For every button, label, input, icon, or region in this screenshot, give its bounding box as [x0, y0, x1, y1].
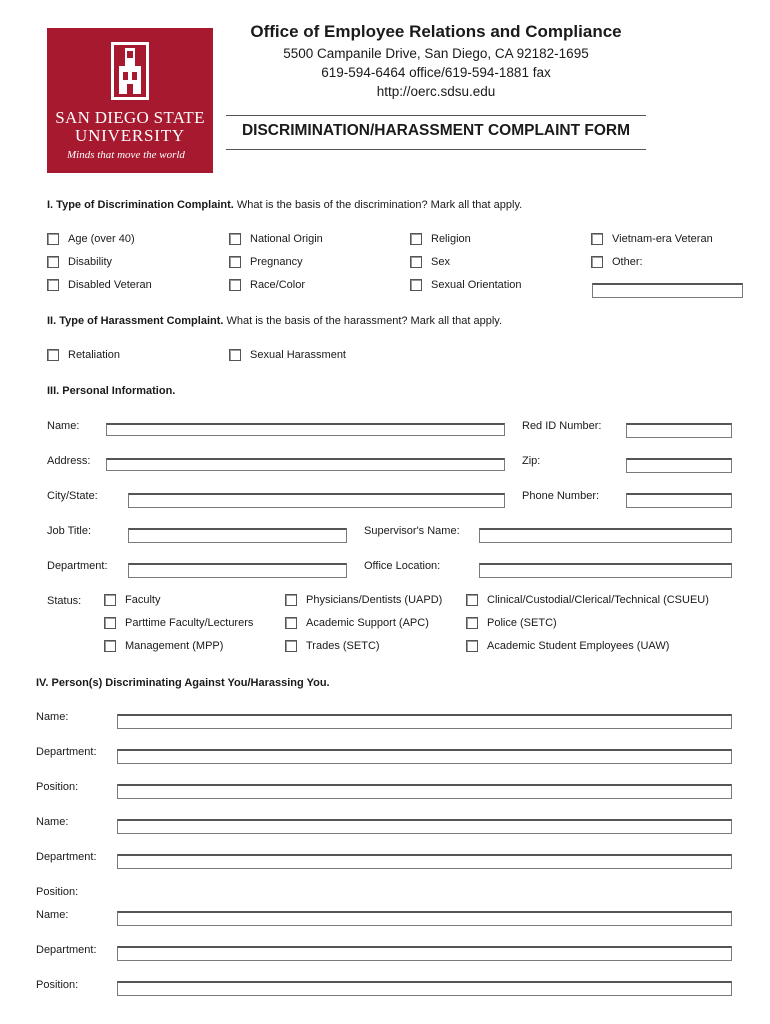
logo-line1: SAN DIEGO STATE: [55, 108, 205, 127]
checkbox-uapd[interactable]: [285, 594, 442, 606]
checkbox-csueu[interactable]: [466, 594, 709, 606]
section1-prompt: What is the basis of the discrimination? Mark all that apply.: [233, 199, 523, 211]
checkbox-national-origin[interactable]: [229, 233, 323, 245]
checkbox-box[interactable]: [104, 594, 116, 606]
office-phone: 619-594-6464 office/619-594-1881 fax: [321, 65, 551, 80]
office-url[interactable]: http://oerc.sdsu.edu: [376, 84, 496, 99]
checkbox-sexual-orientation[interactable]: [410, 279, 522, 291]
checkbox-box[interactable]: [591, 233, 603, 245]
office-location-label: Office Location:: [364, 560, 441, 572]
checkbox-label: Disability: [68, 256, 113, 268]
section1-heading: [47, 199, 522, 211]
checkbox-label: Religion: [431, 233, 471, 245]
red-id-field[interactable]: [626, 423, 732, 438]
checkbox-label: Disabled Veteran: [68, 279, 152, 291]
red-id-label: Red ID Number:: [522, 420, 602, 432]
checkbox-age[interactable]: [47, 233, 135, 245]
section1-title: I. Type of Discrimination Complaint.: [47, 199, 234, 211]
job-title-label: Job Title:: [47, 525, 92, 537]
checkbox-sex[interactable]: [410, 256, 450, 268]
section4-title: IV. Person(s) Discriminating Against You/Harassing You.: [36, 677, 330, 689]
checkbox-apc[interactable]: [285, 617, 429, 629]
checkbox-police[interactable]: [466, 617, 557, 629]
checkbox-religion[interactable]: [410, 233, 471, 245]
checkbox-label: Sex: [431, 256, 450, 268]
checkbox-label: Retaliation: [68, 349, 120, 361]
section2-prompt: What is the basis of the harassment? Mark all that apply.: [223, 315, 503, 327]
checkbox-box[interactable]: [591, 256, 603, 268]
checkbox-label: Sexual Harassment: [250, 349, 346, 361]
accused-name-field[interactable]: [117, 714, 732, 729]
checkbox-label: Police (SETC): [487, 617, 557, 629]
checkbox-pregnancy[interactable]: [229, 256, 303, 268]
checkbox-faculty[interactable]: [104, 594, 160, 606]
checkbox-box[interactable]: [47, 256, 59, 268]
checkbox-label: Management (MPP): [125, 640, 224, 652]
checkbox-label: Academic Support (APC): [306, 617, 429, 629]
section3-heading: [47, 385, 175, 397]
checkbox-box[interactable]: [466, 617, 478, 629]
checkbox-parttime-faculty[interactable]: [104, 617, 253, 629]
accused-department-label: Department:: [36, 851, 97, 863]
accused-position-field[interactable]: [117, 784, 732, 799]
department-label: Department:: [47, 560, 108, 572]
form-title: DISCRIMINATION/HARASSMENT COMPLAINT FORM: [241, 122, 631, 139]
checkbox-disability[interactable]: [47, 256, 112, 268]
checkbox-uaw[interactable]: [466, 640, 669, 652]
checkbox-label: Pregnancy: [250, 256, 303, 268]
phone-field[interactable]: [626, 493, 732, 508]
accused-department-field[interactable]: [117, 749, 732, 764]
department-field[interactable]: [128, 563, 347, 578]
checkbox-box[interactable]: [229, 349, 241, 361]
checkbox-box[interactable]: [229, 279, 241, 291]
accused-name-field[interactable]: [117, 911, 732, 926]
section2-title: II. Type of Harassment Complaint.: [47, 315, 224, 327]
checkbox-box[interactable]: [410, 256, 422, 268]
checkbox-label: Physicians/Dentists (UAPD): [306, 594, 443, 606]
checkbox-label: Race/Color: [250, 279, 306, 291]
checkbox-trades[interactable]: [285, 640, 380, 652]
accused-position-label: Position:: [36, 886, 79, 898]
checkbox-label: Age (over 40): [68, 233, 135, 245]
title-rule-bottom: [226, 149, 646, 150]
checkbox-box[interactable]: [47, 349, 59, 361]
status-label: Status:: [47, 595, 82, 607]
accused-position-label: Position:: [36, 979, 79, 991]
office-location-field[interactable]: [479, 563, 732, 578]
checkbox-label: Clinical/Custodial/Clerical/Technical (CSUEU): [487, 594, 709, 606]
checkbox-box[interactable]: [285, 594, 297, 606]
checkbox-label: National Origin: [250, 233, 323, 245]
logo-tagline: Minds that move the world: [67, 149, 185, 161]
logo-line2: UNIVERSITY: [75, 126, 185, 145]
address-field[interactable]: [106, 458, 505, 471]
accused-department-field[interactable]: [117, 854, 732, 869]
checkbox-box[interactable]: [104, 617, 116, 629]
checkbox-label: Other:: [612, 256, 643, 268]
section2-heading: [47, 315, 502, 327]
section3-title: III. Personal Information.: [47, 385, 176, 397]
title-rule-top: [226, 115, 646, 116]
checkbox-other[interactable]: [591, 256, 643, 268]
accused-name-field[interactable]: [117, 819, 732, 834]
checkbox-label: Trades (SETC): [306, 640, 380, 652]
address-label: Address:: [47, 455, 91, 467]
checkbox-box[interactable]: [285, 640, 297, 652]
accused-department-label: Department:: [36, 746, 97, 758]
accused-position-field[interactable]: [117, 981, 732, 996]
checkbox-sexual-harassment[interactable]: [229, 349, 346, 361]
checkbox-retaliation[interactable]: [47, 349, 120, 361]
accused-name-label: Name:: [36, 909, 69, 921]
checkbox-box[interactable]: [466, 594, 478, 606]
checkbox-label: Academic Student Employees (UAW): [487, 640, 670, 652]
campanile-emblem-icon: [111, 42, 149, 100]
checkbox-box[interactable]: [47, 233, 59, 245]
accused-name-label: Name:: [36, 711, 69, 723]
office-title: Office of Employee Relations and Compliance: [250, 22, 622, 41]
accused-department-label: Department:: [36, 944, 97, 956]
checkbox-box[interactable]: [285, 617, 297, 629]
checkbox-box[interactable]: [229, 233, 241, 245]
name-field[interactable]: [106, 423, 505, 436]
checkbox-box[interactable]: [466, 640, 478, 652]
section4-heading: [36, 677, 330, 689]
checkbox-label: Parttime Faculty/Lecturers: [125, 617, 254, 629]
city-state-label: City/State:: [47, 490, 98, 502]
office-address: 5500 Campanile Drive, San Diego, CA 92182-1695: [283, 46, 589, 61]
zip-label: Zip:: [522, 455, 541, 467]
other-field[interactable]: [592, 283, 743, 298]
supervisor-label: Supervisor's Name:: [364, 525, 460, 537]
accused-name-label: Name:: [36, 816, 69, 828]
accused-department-field[interactable]: [117, 946, 732, 961]
checkbox-race-color[interactable]: [229, 279, 305, 291]
accused-position-label: Position:: [36, 781, 79, 793]
supervisor-field[interactable]: [479, 528, 732, 543]
checkbox-label: Vietnam-era Veteran: [612, 233, 713, 245]
job-title-field[interactable]: [128, 528, 347, 543]
checkbox-vietnam-veteran[interactable]: [591, 233, 713, 245]
checkbox-box[interactable]: [229, 256, 241, 268]
phone-label: Phone Number:: [522, 490, 600, 502]
checkbox-label: Sexual Orientation: [431, 279, 522, 291]
zip-field[interactable]: [626, 458, 732, 473]
checkbox-box[interactable]: [410, 233, 422, 245]
name-label: Name:: [47, 420, 80, 432]
city-state-field[interactable]: [128, 493, 505, 508]
checkbox-disabled-veteran[interactable]: [47, 279, 152, 291]
checkbox-mpp[interactable]: [104, 640, 223, 652]
checkbox-box[interactable]: [47, 279, 59, 291]
checkbox-box[interactable]: [410, 279, 422, 291]
university-logo: [47, 28, 213, 173]
checkbox-box[interactable]: [104, 640, 116, 652]
checkbox-label: Faculty: [125, 594, 161, 606]
